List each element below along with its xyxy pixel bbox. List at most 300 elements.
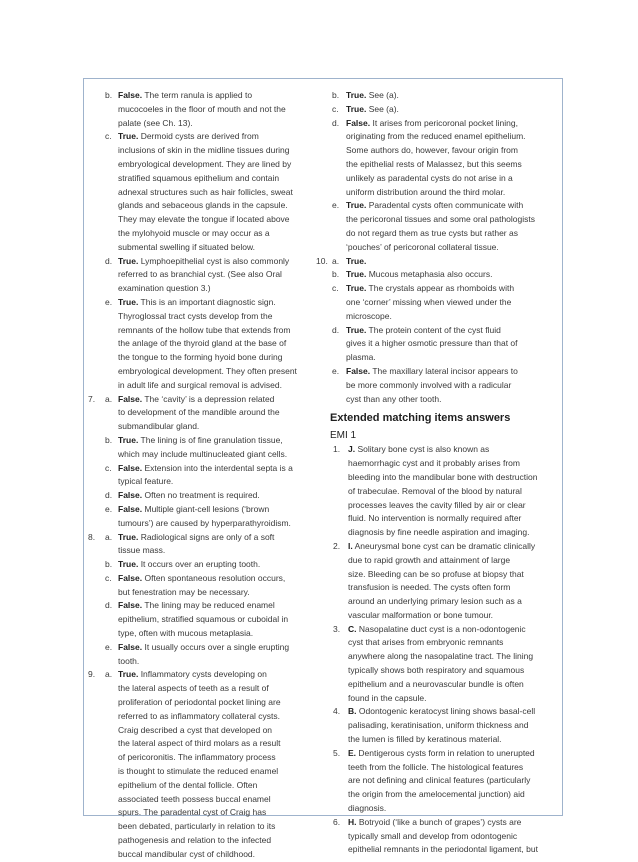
line-text: [118, 268, 282, 282]
section-title: Extended matching items answers: [330, 412, 511, 425]
question-number: 1.: [333, 444, 341, 455]
answer-verdict: False.: [118, 503, 143, 514]
answer-text: The lining may be reduced enamel: [144, 600, 275, 611]
line-text: [346, 310, 392, 324]
text-line: [330, 554, 558, 568]
text-line: [330, 268, 558, 282]
answer-verdict: E.: [348, 747, 357, 758]
line-text: [118, 241, 255, 255]
line-text: [348, 499, 526, 513]
line-text: [118, 420, 199, 434]
answer-verdict: B.: [348, 706, 357, 717]
answer-text: palate (see Ch. 13).: [118, 117, 193, 128]
text-line: [88, 558, 318, 572]
text-line: [330, 595, 558, 609]
answer-text: diagnosis.: [348, 803, 387, 814]
answer-verdict: True.: [346, 90, 367, 100]
answer-text: remnants of the hollow tube that extends from: [118, 324, 291, 335]
answer-text: the epithelial rests of Malassez, but this seems: [346, 158, 522, 169]
line-text: [348, 692, 426, 706]
text-line: [88, 627, 318, 641]
line-text: [348, 526, 529, 540]
text-line: [330, 324, 558, 338]
text-line: [88, 310, 318, 324]
line-text: [348, 802, 386, 816]
text-line: [88, 227, 318, 241]
answer-text: originating from the reduced enamel epithelium.: [346, 131, 526, 142]
text-line: [88, 779, 318, 793]
line-text: [346, 117, 518, 131]
answer-text: Aneurysmal bone cyst can be dramatic clinically: [354, 540, 536, 551]
line-text: [118, 282, 211, 296]
text-line: [88, 351, 318, 365]
line-text: [346, 158, 522, 172]
text-line: [330, 241, 558, 255]
answer-text: to development of the mandible around the: [118, 407, 280, 418]
line-text: [346, 379, 511, 393]
answer-text: but fenestration may be necessary.: [118, 586, 250, 597]
answer-text: plasma.: [346, 352, 376, 363]
answer-text: one ‘corner’ missing when viewed under the: [346, 296, 512, 307]
text-line: [330, 788, 558, 802]
line-text: [118, 365, 297, 379]
answer-text: They may elevate the tongue if located above: [118, 214, 290, 225]
answer-text: of pericoronitis. The inflammatory process: [118, 752, 276, 763]
text-line: [88, 117, 318, 131]
text-line: [330, 816, 558, 830]
answer-text: tissue mass.: [118, 545, 166, 556]
answer-text: Paradental cysts often communicate with: [368, 200, 524, 211]
line-text: [118, 544, 165, 558]
line-text: [118, 199, 288, 213]
answer-verdict: True.: [346, 324, 367, 335]
line-text: [118, 710, 280, 724]
text-line: [316, 255, 558, 269]
text-line: [330, 581, 558, 595]
answer-text: do not regard them as true cysts but rather as: [346, 227, 518, 238]
answer-text: been debated, particularly in relation to its: [118, 821, 276, 832]
line-text: [348, 705, 535, 719]
text-line: [88, 324, 318, 338]
answer-text: Nasopalatine duct cyst is a non-odontogenic: [358, 623, 526, 634]
text-line: [88, 489, 318, 503]
answer-text: around an underlying primary lesion such as a: [348, 596, 522, 607]
item-label: e.: [332, 365, 340, 376]
answer-text: See (a).: [368, 103, 399, 114]
answer-verdict: False.: [118, 572, 143, 583]
text-line: [330, 379, 558, 393]
answer-text: referred to as branchial cyst. (See also Oral: [118, 269, 282, 280]
text-line: [88, 793, 318, 807]
item-label: b.: [332, 269, 340, 280]
answer-verdict: False.: [118, 393, 143, 404]
line-text: [348, 485, 522, 499]
text-line: [88, 751, 318, 765]
line-text: [118, 434, 283, 448]
answer-text: mucocoeles in the floor of mouth and not the: [118, 103, 286, 114]
text-line: [88, 655, 318, 669]
answer-text: bleeding into the mandibular bone with destruction: [348, 471, 538, 482]
question-number: 10.: [316, 255, 328, 266]
text-line: [330, 296, 558, 310]
text-line: [330, 282, 558, 296]
line-text: [118, 724, 272, 738]
item-label: d.: [332, 117, 340, 128]
line-text: [346, 103, 399, 117]
text-line: [330, 499, 558, 513]
line-text: [118, 586, 250, 600]
line-text: [348, 443, 489, 457]
text-line: [88, 406, 318, 420]
text-line: [330, 186, 558, 200]
text-line: [88, 296, 318, 310]
text-line: [330, 457, 558, 471]
text-line: [88, 144, 318, 158]
line-text: [118, 393, 274, 407]
line-text: [118, 599, 275, 613]
answer-text: Multiple giant-cell lesions (‘brown: [144, 503, 270, 514]
text-line: [88, 834, 318, 848]
answer-text: size. Bleeding can be so profuse at biopsy that: [348, 568, 524, 579]
line-text: [118, 324, 290, 338]
answer-text: due to rapid growth and attainment of large: [348, 554, 511, 565]
text-line: [330, 623, 558, 637]
line-text: [118, 227, 270, 241]
answer-text: Often spontaneous resolution occurs,: [144, 572, 286, 583]
answer-text: the mylohyoid muscle or may occur as a: [118, 227, 270, 238]
text-line: [88, 365, 318, 379]
answer-text: microscope.: [346, 310, 392, 321]
item-label: c.: [105, 131, 112, 142]
text-line: [330, 172, 558, 186]
text-line: [88, 462, 318, 476]
text-line: [88, 255, 318, 269]
answer-verdict: True.: [346, 255, 367, 266]
answer-text: The protein content of the cyst fluid: [368, 324, 501, 335]
answer-verdict: True.: [346, 269, 367, 280]
text-line: [88, 503, 318, 517]
text-line: [88, 806, 318, 820]
answer-text: Dermoid cysts are derived from: [140, 131, 259, 142]
text-line: [330, 830, 558, 844]
answer-text: referred to as inflammatory collateral cysts.: [118, 710, 281, 721]
line-text: [118, 613, 288, 627]
text-line: [330, 568, 558, 582]
line-text: [118, 641, 289, 655]
answer-text: Often no treatment is required.: [144, 490, 260, 501]
answer-text: the tongue to the forming hyoid bone during: [118, 352, 283, 363]
line-text: [346, 89, 399, 103]
text-line: [88, 186, 318, 200]
line-text: [346, 186, 505, 200]
item-label: c.: [105, 462, 112, 473]
answer-text: uniform distribution around the third molar.: [346, 186, 506, 197]
line-text: [118, 117, 193, 131]
item-label: d.: [105, 600, 113, 611]
line-text: [348, 623, 526, 637]
answer-text: glands and sebaceous glands in the capsule.: [118, 200, 288, 211]
line-text: [118, 130, 259, 144]
answer-text: spurs. The paradental cyst of Craig has: [118, 807, 267, 818]
line-text: [346, 324, 501, 338]
text-line: [330, 678, 558, 692]
item-label: c.: [105, 572, 112, 583]
answer-text: tumours’) are caused by hyperparathyroidism.: [118, 517, 291, 528]
answer-text: the pericoronal tissues and some oral pathologists: [346, 214, 535, 225]
item-label: d.: [332, 324, 340, 335]
line-text: [348, 595, 522, 609]
section-subtitle: EMI 1: [330, 430, 357, 442]
answer-verdict: False.: [118, 462, 143, 473]
line-text: [118, 89, 252, 103]
line-text: [348, 816, 521, 830]
line-text: [118, 779, 257, 793]
item-label: d.: [105, 490, 113, 501]
text-line: [330, 692, 558, 706]
line-text: [346, 144, 518, 158]
line-text: [118, 406, 280, 420]
text-line: [88, 724, 318, 738]
line-text: [348, 733, 502, 747]
line-text: [346, 199, 523, 213]
line-text: [346, 227, 518, 241]
text-line: [330, 310, 558, 324]
text-line: [88, 641, 318, 655]
text-line: [88, 613, 318, 627]
answer-verdict: True.: [118, 669, 139, 680]
line-text: [118, 144, 290, 158]
text-line: [330, 636, 558, 650]
item-label: b.: [105, 90, 113, 100]
text-line: [88, 820, 318, 834]
item-label: e.: [105, 296, 113, 307]
line-text: [348, 471, 538, 485]
line-text: [346, 172, 513, 186]
answer-text: It usually occurs over a single erupting: [144, 641, 290, 652]
answer-text: are not defining and clinical features (particularly: [348, 775, 531, 786]
text-line: [88, 337, 318, 351]
text-line: [88, 448, 318, 462]
text-line: [330, 393, 558, 407]
text-line: [330, 664, 558, 678]
line-text: [118, 682, 269, 696]
answer-verdict: False.: [118, 490, 143, 501]
line-text: [348, 719, 529, 733]
answer-verdict: True.: [118, 131, 139, 142]
line-text: [346, 351, 376, 365]
text-line: [330, 471, 558, 485]
line-text: [348, 512, 521, 526]
right-column-answers: [316, 89, 558, 406]
question-number: 4.: [333, 706, 341, 717]
item-label: a.: [332, 255, 340, 266]
text-line: [88, 268, 318, 282]
answer-text: embryological development. They are lined by: [118, 158, 292, 169]
answer-text: typically small and develop from odontogenic: [348, 830, 518, 841]
item-label: a.: [105, 669, 113, 680]
answer-verdict: J.: [348, 444, 356, 455]
line-text: [346, 255, 366, 269]
line-text: [118, 834, 271, 848]
line-text: [348, 568, 524, 582]
question-number: 8.: [88, 531, 96, 542]
item-label: b.: [105, 559, 113, 570]
line-text: [118, 337, 286, 351]
text-line: [88, 710, 318, 724]
line-text: [346, 393, 441, 407]
answer-verdict: True.: [118, 434, 139, 445]
answer-text: haemorrhagic cyst and it probably arises from: [348, 458, 520, 469]
answer-text: epithelium and a neurovascular bundle is often: [348, 678, 524, 689]
answer-text: Odontogenic keratocyst lining shows basal-cell: [358, 706, 536, 717]
question-number: 9.: [88, 669, 96, 680]
text-line: [330, 540, 558, 554]
line-text: [346, 337, 518, 351]
line-text: [346, 296, 511, 310]
answer-text: is thought to stimulate the reduced enamel: [118, 766, 279, 777]
answer-text: unlikely as paradental cysts do not arise in a: [346, 172, 513, 183]
line-text: [118, 806, 266, 820]
text-line: [88, 199, 318, 213]
line-text: [118, 793, 271, 807]
answer-text: This is an important diagnostic sign.: [140, 296, 276, 307]
answer-text: Mucous metaphasia also occurs.: [368, 269, 493, 280]
text-line: [88, 130, 318, 144]
answer-text: the lateral aspect of third molars as a result: [118, 738, 281, 749]
line-text: [118, 668, 267, 682]
answer-text: typically shows both respiratory and squamous: [348, 665, 525, 676]
item-label: b.: [105, 434, 113, 445]
line-text: [348, 609, 493, 623]
answer-text: diagnosis by fine needle aspiration and imaging.: [348, 527, 530, 538]
item-label: e.: [332, 200, 340, 211]
answer-text: The term ranula is applied to: [144, 90, 253, 100]
text-line: [88, 213, 318, 227]
line-text: [118, 103, 286, 117]
answer-verdict: False.: [346, 365, 371, 376]
line-text: [348, 554, 510, 568]
answer-text: epithelium of the dental follicle. Often: [118, 779, 258, 790]
line-text: [346, 130, 526, 144]
text-line: [88, 586, 318, 600]
line-text: [118, 158, 291, 172]
line-text: [348, 457, 520, 471]
answer-text: processes leaves the cavity filled by air or clear: [348, 499, 526, 510]
answer-text: It arises from pericoronal pocket lining,: [372, 117, 518, 128]
text-line: [88, 599, 318, 613]
text-line: [88, 420, 318, 434]
answer-text: teeth from the follicle. The histological features: [348, 761, 524, 772]
answer-verdict: C.: [348, 623, 357, 634]
text-line: [88, 544, 318, 558]
answer-text: It occurs over an erupting tooth.: [140, 559, 261, 570]
item-label: e.: [105, 641, 113, 652]
answer-verdict: True.: [346, 200, 367, 211]
text-line: [88, 848, 318, 862]
text-line: [88, 475, 318, 489]
right-column: [316, 89, 558, 857]
line-text: [346, 365, 518, 379]
line-text: [118, 848, 255, 862]
answer-text: anywhere along the nasopalatine tract. The lining: [348, 651, 534, 662]
line-text: [118, 186, 293, 200]
text-line: [330, 705, 558, 719]
line-text: [348, 678, 524, 692]
text-line: [88, 172, 318, 186]
text-line: [88, 668, 318, 682]
answer-text: ‘pouches’ of pericoronal collateral tissue.: [346, 241, 499, 252]
text-line: [88, 282, 318, 296]
line-text: [346, 241, 499, 255]
answer-text: the lumen is filled by keratinous material.: [348, 734, 502, 745]
question-number: 3.: [333, 623, 341, 634]
answer-text: Radiological signs are only of a soft: [140, 531, 275, 542]
answer-text: Inflammatory cysts developing on: [140, 669, 267, 680]
line-text: [348, 747, 535, 761]
line-text: [118, 255, 289, 269]
text-line: [330, 199, 558, 213]
answer-text: found in the capsule.: [348, 692, 427, 703]
text-line: [88, 241, 318, 255]
answer-verdict: False.: [118, 90, 143, 100]
answer-text: epithelial remnants in the periodontal ligament, but: [348, 844, 538, 855]
line-text: [118, 296, 276, 310]
text-line: [330, 526, 558, 540]
line-text: [346, 213, 535, 227]
line-text: [118, 517, 291, 531]
item-label: d.: [105, 255, 113, 266]
line-text: [118, 172, 279, 186]
answer-text: fluid. No intervention is normally required after: [348, 513, 522, 524]
text-line: [330, 365, 558, 379]
answer-text: transfusion is needed. The cysts often form: [348, 582, 511, 593]
answer-text: the lateral aspects of teeth as a result of: [118, 683, 269, 694]
line-text: [348, 788, 525, 802]
line-text: [118, 379, 282, 393]
line-text: [118, 489, 260, 503]
line-text: [348, 581, 510, 595]
text-line: [330, 485, 558, 499]
text-line: [88, 572, 318, 586]
item-label: b.: [332, 90, 340, 100]
answer-text: vascular malformation or bone tumour.: [348, 609, 494, 620]
text-line: [330, 144, 558, 158]
text-line: [330, 719, 558, 733]
answer-text: buccal mandibular cyst of childhood.: [118, 848, 256, 859]
answer-text: See (a).: [368, 90, 399, 100]
line-text: [348, 636, 503, 650]
line-text: [118, 448, 287, 462]
text-line: [330, 117, 558, 131]
answer-verdict: True.: [118, 559, 139, 570]
answer-text: Dentigerous cysts form in relation to unerupted: [358, 747, 535, 758]
answer-text: The crystals appear as rhomboids with: [368, 283, 515, 294]
answer-text: of trabeculae. Removal of the blood by natural: [348, 485, 522, 496]
line-text: [118, 213, 290, 227]
answer-text: the origin from the amelocemental junction) aid: [348, 789, 525, 800]
answer-text: be more commonly involved with a radicular: [346, 379, 512, 390]
answer-text: epithelium, stratified squamous or cuboidal in: [118, 614, 289, 625]
answer-verdict: H.: [348, 816, 357, 827]
answer-text: the anlage of the thyroid gland at the base of: [118, 338, 287, 349]
answer-text: cyst than any other tooth.: [346, 393, 442, 404]
answer-verdict: True.: [118, 531, 139, 542]
answer-verdict: False.: [118, 641, 143, 652]
item-label: a.: [105, 393, 113, 404]
answer-verdict: False.: [346, 117, 371, 128]
item-label: c.: [332, 103, 339, 114]
text-line: [330, 103, 558, 117]
